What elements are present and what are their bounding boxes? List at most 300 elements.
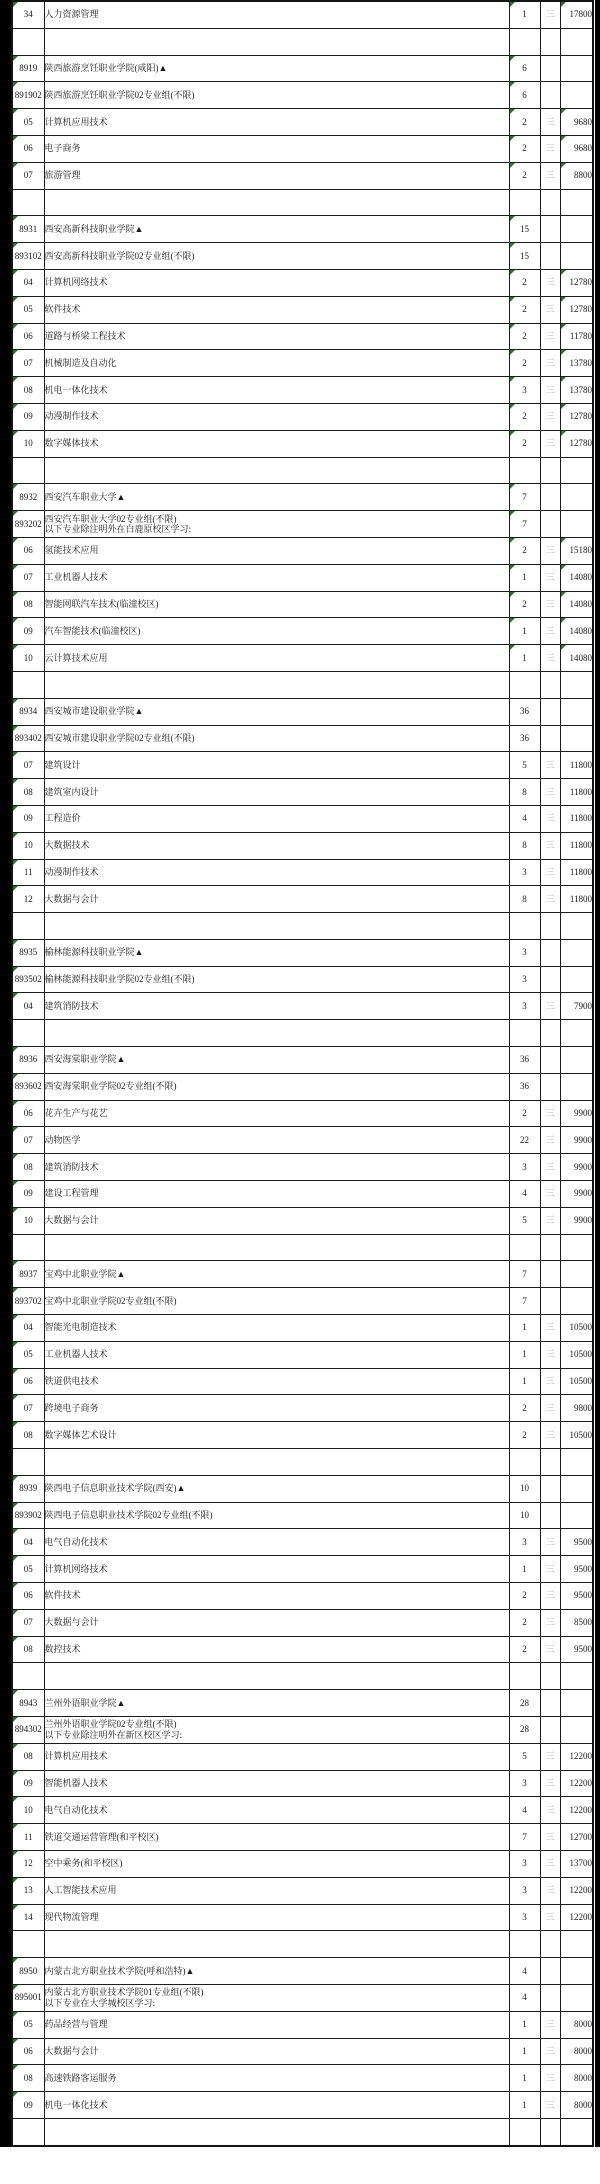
count-cell[interactable]: [509, 2118, 540, 2145]
fee-cell[interactable]: [560, 1931, 593, 1958]
count-cell[interactable]: [509, 966, 540, 993]
level-cell[interactable]: [540, 82, 560, 109]
level-cell[interactable]: [540, 135, 560, 162]
name-cell[interactable]: [44, 2118, 509, 2145]
fee-cell[interactable]: [560, 913, 593, 940]
name-cell[interactable]: [44, 537, 509, 564]
level-cell[interactable]: [540, 537, 560, 564]
count-cell[interactable]: [509, 671, 540, 698]
fee-cell[interactable]: [560, 671, 593, 698]
code-cell[interactable]: [12, 1690, 44, 1717]
fee-cell[interactable]: [560, 537, 593, 564]
code-cell[interactable]: [12, 1100, 44, 1127]
name-cell[interactable]: [44, 832, 509, 859]
level-cell[interactable]: [540, 671, 560, 698]
code-cell[interactable]: [12, 1073, 44, 1100]
code-cell[interactable]: [12, 1958, 44, 1985]
fee-cell[interactable]: [560, 162, 593, 189]
code-cell[interactable]: [12, 1797, 44, 1824]
fee-cell[interactable]: [560, 1904, 593, 1931]
code-cell[interactable]: [12, 55, 44, 82]
code-cell[interactable]: [12, 1315, 44, 1342]
code-cell[interactable]: [12, 1422, 44, 1449]
name-cell[interactable]: [44, 189, 509, 216]
count-cell[interactable]: [509, 564, 540, 591]
level-cell[interactable]: [540, 28, 560, 55]
level-cell[interactable]: [540, 913, 560, 940]
level-cell[interactable]: [540, 1717, 560, 1744]
count-cell[interactable]: [509, 1609, 540, 1636]
code-cell[interactable]: [12, 832, 44, 859]
count-cell[interactable]: [509, 1931, 540, 1958]
level-cell[interactable]: [540, 886, 560, 913]
count-cell[interactable]: [509, 1395, 540, 1422]
level-cell[interactable]: [540, 1609, 560, 1636]
count-cell[interactable]: [509, 430, 540, 457]
level-cell[interactable]: [540, 1127, 560, 1154]
level-cell[interactable]: [540, 1663, 560, 1690]
level-cell[interactable]: [540, 511, 560, 538]
fee-cell[interactable]: [560, 1073, 593, 1100]
code-cell[interactable]: [12, 1636, 44, 1663]
name-cell[interactable]: [44, 2038, 509, 2065]
fee-cell[interactable]: [560, 779, 593, 806]
name-cell[interactable]: [44, 1234, 509, 1261]
code-cell[interactable]: [12, 403, 44, 430]
name-cell[interactable]: [44, 1904, 509, 1931]
count-cell[interactable]: [509, 1690, 540, 1717]
name-cell[interactable]: [44, 216, 509, 243]
code-cell[interactable]: [12, 216, 44, 243]
code-cell[interactable]: [12, 966, 44, 993]
level-cell[interactable]: [540, 1073, 560, 1100]
code-cell[interactable]: [12, 671, 44, 698]
name-cell[interactable]: [44, 1663, 509, 1690]
fee-cell[interactable]: [560, 1850, 593, 1877]
level-cell[interactable]: [540, 1288, 560, 1315]
code-cell[interactable]: [12, 725, 44, 752]
count-cell[interactable]: [509, 243, 540, 270]
count-cell[interactable]: [509, 1020, 540, 1047]
fee-cell[interactable]: [560, 243, 593, 270]
level-cell[interactable]: [540, 1904, 560, 1931]
name-cell[interactable]: [44, 1717, 509, 1744]
code-cell[interactable]: [12, 511, 44, 538]
name-cell[interactable]: [44, 725, 509, 752]
fee-cell[interactable]: [560, 752, 593, 779]
count-cell[interactable]: [509, 1154, 540, 1181]
level-cell[interactable]: [540, 1958, 560, 1985]
code-cell[interactable]: [12, 1984, 44, 2011]
fee-cell[interactable]: [560, 966, 593, 993]
fee-cell[interactable]: [560, 698, 593, 725]
name-cell[interactable]: [44, 966, 509, 993]
count-cell[interactable]: [509, 2011, 540, 2038]
fee-cell[interactable]: [560, 1368, 593, 1395]
count-cell[interactable]: [509, 457, 540, 484]
name-cell[interactable]: [44, 1261, 509, 1288]
level-cell[interactable]: [540, 1556, 560, 1583]
code-cell[interactable]: [12, 1127, 44, 1154]
code-cell[interactable]: [12, 189, 44, 216]
fee-cell[interactable]: [560, 430, 593, 457]
level-cell[interactable]: [540, 966, 560, 993]
count-cell[interactable]: [509, 403, 540, 430]
fee-cell[interactable]: [560, 1824, 593, 1851]
fee-cell[interactable]: [560, 886, 593, 913]
name-cell[interactable]: [44, 645, 509, 672]
name-cell[interactable]: [44, 2092, 509, 2119]
level-cell[interactable]: [540, 698, 560, 725]
level-cell[interactable]: [540, 1100, 560, 1127]
count-cell[interactable]: [509, 698, 540, 725]
code-cell[interactable]: [12, 1449, 44, 1476]
level-cell[interactable]: [540, 2065, 560, 2092]
fee-cell[interactable]: [560, 939, 593, 966]
level-cell[interactable]: [540, 591, 560, 618]
level-cell[interactable]: [540, 1449, 560, 1476]
name-cell[interactable]: [44, 859, 509, 886]
fee-cell[interactable]: [560, 1449, 593, 1476]
fee-cell[interactable]: [560, 135, 593, 162]
code-cell[interactable]: [12, 430, 44, 457]
level-cell[interactable]: [540, 1877, 560, 1904]
count-cell[interactable]: [509, 1904, 540, 1931]
name-cell[interactable]: [44, 484, 509, 511]
fee-cell[interactable]: [560, 1797, 593, 1824]
fee-cell[interactable]: [560, 859, 593, 886]
level-cell[interactable]: [540, 1850, 560, 1877]
name-cell[interactable]: [44, 82, 509, 109]
level-cell[interactable]: [540, 109, 560, 136]
name-cell[interactable]: [44, 1288, 509, 1315]
level-cell[interactable]: [540, 832, 560, 859]
name-cell[interactable]: [44, 1181, 509, 1208]
level-cell[interactable]: [540, 1181, 560, 1208]
level-cell[interactable]: [540, 1, 560, 28]
count-cell[interactable]: [509, 1636, 540, 1663]
name-cell[interactable]: [44, 109, 509, 136]
count-cell[interactable]: [509, 779, 540, 806]
fee-cell[interactable]: [560, 1127, 593, 1154]
code-cell[interactable]: [12, 162, 44, 189]
fee-cell[interactable]: [560, 805, 593, 832]
code-cell[interactable]: [12, 939, 44, 966]
count-cell[interactable]: [509, 377, 540, 404]
name-cell[interactable]: [44, 564, 509, 591]
code-cell[interactable]: [12, 2118, 44, 2145]
fee-cell[interactable]: [560, 1743, 593, 1770]
count-cell[interactable]: [509, 1100, 540, 1127]
code-cell[interactable]: [12, 1395, 44, 1422]
name-cell[interactable]: [44, 1047, 509, 1074]
level-cell[interactable]: [540, 1931, 560, 1958]
count-cell[interactable]: [509, 993, 540, 1020]
name-cell[interactable]: [44, 2065, 509, 2092]
code-cell[interactable]: [12, 2038, 44, 2065]
name-cell[interactable]: [44, 1127, 509, 1154]
name-cell[interactable]: [44, 1850, 509, 1877]
count-cell[interactable]: [509, 1207, 540, 1234]
count-cell[interactable]: [509, 1770, 540, 1797]
name-cell[interactable]: [44, 377, 509, 404]
fee-cell[interactable]: [560, 1690, 593, 1717]
level-cell[interactable]: [540, 296, 560, 323]
name-cell[interactable]: [44, 993, 509, 1020]
code-cell[interactable]: [12, 805, 44, 832]
count-cell[interactable]: [509, 1127, 540, 1154]
count-cell[interactable]: [509, 832, 540, 859]
name-cell[interactable]: [44, 511, 509, 538]
count-cell[interactable]: [509, 135, 540, 162]
name-cell[interactable]: [44, 1422, 509, 1449]
fee-cell[interactable]: [560, 82, 593, 109]
name-cell[interactable]: [44, 243, 509, 270]
fee-cell[interactable]: [560, 1288, 593, 1315]
fee-cell[interactable]: [560, 618, 593, 645]
count-cell[interactable]: [509, 1850, 540, 1877]
level-cell[interactable]: [540, 779, 560, 806]
fee-cell[interactable]: [560, 457, 593, 484]
level-cell[interactable]: [540, 2118, 560, 2145]
code-cell[interactable]: [12, 1663, 44, 1690]
fee-cell[interactable]: [560, 1422, 593, 1449]
count-cell[interactable]: [509, 1824, 540, 1851]
fee-cell[interactable]: [560, 1100, 593, 1127]
name-cell[interactable]: [44, 1690, 509, 1717]
name-cell[interactable]: [44, 886, 509, 913]
code-cell[interactable]: [12, 645, 44, 672]
name-cell[interactable]: [44, 28, 509, 55]
count-cell[interactable]: [509, 1717, 540, 1744]
name-cell[interactable]: [44, 752, 509, 779]
name-cell[interactable]: [44, 1073, 509, 1100]
count-cell[interactable]: [509, 511, 540, 538]
level-cell[interactable]: [540, 1502, 560, 1529]
name-cell[interactable]: [44, 1770, 509, 1797]
level-cell[interactable]: [540, 243, 560, 270]
level-cell[interactable]: [540, 618, 560, 645]
fee-cell[interactable]: [560, 350, 593, 377]
fee-cell[interactable]: [560, 1341, 593, 1368]
name-cell[interactable]: [44, 1743, 509, 1770]
code-cell[interactable]: [12, 1, 44, 28]
name-cell[interactable]: [44, 1154, 509, 1181]
code-cell[interactable]: [12, 1609, 44, 1636]
count-cell[interactable]: [509, 28, 540, 55]
level-cell[interactable]: [540, 323, 560, 350]
name-cell[interactable]: [44, 913, 509, 940]
fee-cell[interactable]: [560, 832, 593, 859]
fee-cell[interactable]: [560, 1583, 593, 1610]
name-cell[interactable]: [44, 1315, 509, 1342]
fee-cell[interactable]: [560, 377, 593, 404]
level-cell[interactable]: [540, 1984, 560, 2011]
fee-cell[interactable]: [560, 1663, 593, 1690]
level-cell[interactable]: [540, 350, 560, 377]
fee-cell[interactable]: [560, 269, 593, 296]
level-cell[interactable]: [540, 1770, 560, 1797]
name-cell[interactable]: [44, 591, 509, 618]
fee-cell[interactable]: [560, 1395, 593, 1422]
level-cell[interactable]: [540, 2038, 560, 2065]
fee-cell[interactable]: [560, 1261, 593, 1288]
fee-cell[interactable]: [560, 189, 593, 216]
code-cell[interactable]: [12, 1207, 44, 1234]
count-cell[interactable]: [509, 1502, 540, 1529]
name-cell[interactable]: [44, 1449, 509, 1476]
code-cell[interactable]: [12, 2011, 44, 2038]
name-cell[interactable]: [44, 2011, 509, 2038]
count-cell[interactable]: [509, 1663, 540, 1690]
code-cell[interactable]: [12, 1502, 44, 1529]
name-cell[interactable]: [44, 1984, 509, 2011]
code-cell[interactable]: [12, 243, 44, 270]
fee-cell[interactable]: [560, 28, 593, 55]
level-cell[interactable]: [540, 1583, 560, 1610]
name-cell[interactable]: [44, 939, 509, 966]
fee-cell[interactable]: [560, 1020, 593, 1047]
code-cell[interactable]: [12, 377, 44, 404]
fee-cell[interactable]: [560, 591, 593, 618]
code-cell[interactable]: [12, 350, 44, 377]
code-cell[interactable]: [12, 1583, 44, 1610]
fee-cell[interactable]: [560, 1315, 593, 1342]
name-cell[interactable]: [44, 1395, 509, 1422]
count-cell[interactable]: [509, 913, 540, 940]
count-cell[interactable]: [509, 859, 540, 886]
count-cell[interactable]: [509, 939, 540, 966]
count-cell[interactable]: [509, 1583, 540, 1610]
level-cell[interactable]: [540, 403, 560, 430]
name-cell[interactable]: [44, 430, 509, 457]
count-cell[interactable]: [509, 1449, 540, 1476]
code-cell[interactable]: [12, 1341, 44, 1368]
name-cell[interactable]: [44, 1556, 509, 1583]
name-cell[interactable]: [44, 296, 509, 323]
level-cell[interactable]: [540, 162, 560, 189]
count-cell[interactable]: [509, 1, 540, 28]
code-cell[interactable]: [12, 1770, 44, 1797]
count-cell[interactable]: [509, 1234, 540, 1261]
fee-cell[interactable]: [560, 1770, 593, 1797]
fee-cell[interactable]: [560, 216, 593, 243]
code-cell[interactable]: [12, 2065, 44, 2092]
count-cell[interactable]: [509, 1047, 540, 1074]
code-cell[interactable]: [12, 1020, 44, 1047]
count-cell[interactable]: [509, 1341, 540, 1368]
fee-cell[interactable]: [560, 725, 593, 752]
fee-cell[interactable]: [560, 511, 593, 538]
fee-cell[interactable]: [560, 2092, 593, 2119]
name-cell[interactable]: [44, 1636, 509, 1663]
level-cell[interactable]: [540, 1047, 560, 1074]
level-cell[interactable]: [540, 564, 560, 591]
fee-cell[interactable]: [560, 403, 593, 430]
code-cell[interactable]: [12, 1288, 44, 1315]
code-cell[interactable]: [12, 323, 44, 350]
count-cell[interactable]: [509, 805, 540, 832]
count-cell[interactable]: [509, 296, 540, 323]
count-cell[interactable]: [509, 1743, 540, 1770]
count-cell[interactable]: [509, 752, 540, 779]
name-cell[interactable]: [44, 698, 509, 725]
count-cell[interactable]: [509, 82, 540, 109]
level-cell[interactable]: [540, 1341, 560, 1368]
fee-cell[interactable]: [560, 2038, 593, 2065]
count-cell[interactable]: [509, 1797, 540, 1824]
code-cell[interactable]: [12, 1824, 44, 1851]
code-cell[interactable]: [12, 82, 44, 109]
name-cell[interactable]: [44, 457, 509, 484]
name-cell[interactable]: [44, 1, 509, 28]
fee-cell[interactable]: [560, 1207, 593, 1234]
level-cell[interactable]: [540, 1395, 560, 1422]
name-cell[interactable]: [44, 1100, 509, 1127]
fee-cell[interactable]: [560, 993, 593, 1020]
code-cell[interactable]: [12, 269, 44, 296]
level-cell[interactable]: [540, 1368, 560, 1395]
level-cell[interactable]: [540, 1020, 560, 1047]
count-cell[interactable]: [509, 591, 540, 618]
level-cell[interactable]: [540, 939, 560, 966]
code-cell[interactable]: [12, 1181, 44, 1208]
fee-cell[interactable]: [560, 1234, 593, 1261]
code-cell[interactable]: [12, 913, 44, 940]
code-cell[interactable]: [12, 993, 44, 1020]
level-cell[interactable]: [540, 1315, 560, 1342]
fee-cell[interactable]: [560, 1529, 593, 1556]
code-cell[interactable]: [12, 1556, 44, 1583]
count-cell[interactable]: [509, 1556, 540, 1583]
count-cell[interactable]: [509, 1984, 540, 2011]
fee-cell[interactable]: [560, 1556, 593, 1583]
fee-cell[interactable]: [560, 1, 593, 28]
count-cell[interactable]: [509, 1315, 540, 1342]
count-cell[interactable]: [509, 323, 540, 350]
name-cell[interactable]: [44, 1958, 509, 1985]
count-cell[interactable]: [509, 645, 540, 672]
fee-cell[interactable]: [560, 1502, 593, 1529]
code-cell[interactable]: [12, 752, 44, 779]
count-cell[interactable]: [509, 55, 540, 82]
fee-cell[interactable]: [560, 109, 593, 136]
level-cell[interactable]: [540, 1154, 560, 1181]
fee-cell[interactable]: [560, 1717, 593, 1744]
level-cell[interactable]: [540, 1422, 560, 1449]
name-cell[interactable]: [44, 671, 509, 698]
level-cell[interactable]: [540, 377, 560, 404]
level-cell[interactable]: [540, 2092, 560, 2119]
code-cell[interactable]: [12, 1368, 44, 1395]
level-cell[interactable]: [540, 752, 560, 779]
count-cell[interactable]: [509, 1073, 540, 1100]
level-cell[interactable]: [540, 2011, 560, 2038]
level-cell[interactable]: [540, 1475, 560, 1502]
count-cell[interactable]: [509, 216, 540, 243]
fee-cell[interactable]: [560, 1958, 593, 1985]
name-cell[interactable]: [44, 1609, 509, 1636]
level-cell[interactable]: [540, 430, 560, 457]
count-cell[interactable]: [509, 1958, 540, 1985]
count-cell[interactable]: [509, 189, 540, 216]
level-cell[interactable]: [540, 55, 560, 82]
name-cell[interactable]: [44, 403, 509, 430]
code-cell[interactable]: [12, 1261, 44, 1288]
code-cell[interactable]: [12, 109, 44, 136]
name-cell[interactable]: [44, 1824, 509, 1851]
count-cell[interactable]: [509, 2092, 540, 2119]
